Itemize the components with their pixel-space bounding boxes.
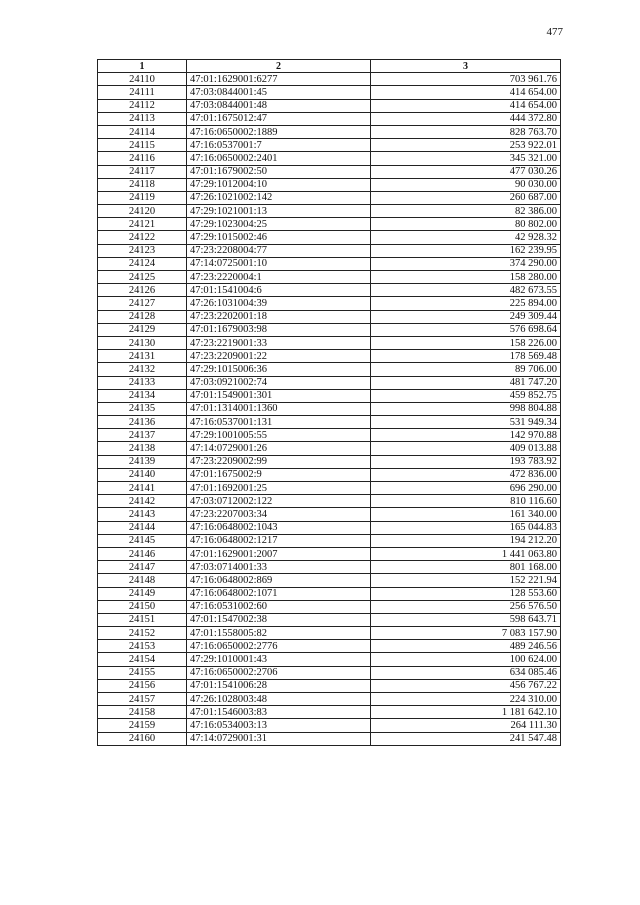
cadastral-number-cell: 47:26:1021002:142 — [187, 191, 371, 204]
cadastral-value-cell: 152 221.94 — [371, 574, 561, 587]
cadastral-number-cell: 47:16:0650002:2706 — [187, 666, 371, 679]
table-row — [98, 191, 561, 204]
row-number-cell: 24158 — [98, 706, 187, 719]
cadastral-number-cell: 47:01:1675012:47 — [187, 112, 371, 125]
table-row — [98, 600, 561, 613]
cadastral-value-cell: 414 654.00 — [371, 99, 561, 112]
cadastral-value-cell: 249 309.44 — [371, 310, 561, 323]
row-number-cell: 24112 — [98, 99, 187, 112]
table-row — [98, 112, 561, 125]
cadastral-value-cell: 194 212.20 — [371, 534, 561, 547]
cadastral-value-cell: 89 706.00 — [371, 363, 561, 376]
table-row — [98, 310, 561, 323]
cadastral-number-cell: 47:03:0844001:48 — [187, 99, 371, 112]
cadastral-number-cell: 47:29:1015002:46 — [187, 231, 371, 244]
cadastral-value-cell: 810 116.60 — [371, 495, 561, 508]
cadastral-number-cell: 47:16:0537001:7 — [187, 139, 371, 152]
table-row — [98, 271, 561, 284]
row-number-cell: 24156 — [98, 679, 187, 692]
table-row — [98, 165, 561, 178]
row-number-cell: 24140 — [98, 468, 187, 481]
table-row — [98, 231, 561, 244]
table-row — [98, 574, 561, 587]
cadastral-value-cell: 414 654.00 — [371, 86, 561, 99]
row-number-cell: 24159 — [98, 719, 187, 732]
cadastral-number-cell: 47:23:2209001:22 — [187, 350, 371, 363]
table-row — [98, 376, 561, 389]
row-number-cell: 24116 — [98, 152, 187, 165]
row-number-cell: 24138 — [98, 442, 187, 455]
cadastral-number-cell: 47:29:1023004:25 — [187, 218, 371, 231]
cadastral-value-cell: 374 290.00 — [371, 257, 561, 270]
row-number-cell: 24118 — [98, 178, 187, 191]
cadastral-number-cell: 47:01:1675002:9 — [187, 468, 371, 481]
table-row — [98, 244, 561, 257]
row-number-cell: 24152 — [98, 627, 187, 640]
table-row — [98, 547, 561, 560]
cadastral-number-cell: 47:23:2209002:99 — [187, 455, 371, 468]
table-row — [98, 666, 561, 679]
row-number-cell: 24122 — [98, 231, 187, 244]
row-number-cell: 24130 — [98, 336, 187, 349]
table-row — [98, 679, 561, 692]
table-row — [98, 429, 561, 442]
table-row — [98, 468, 561, 481]
table-body — [98, 73, 561, 746]
row-number-cell: 24123 — [98, 244, 187, 257]
cadastral-number-cell: 47:29:1012004:10 — [187, 178, 371, 191]
table-row — [98, 336, 561, 349]
row-number-cell: 24111 — [98, 86, 187, 99]
row-number-cell: 24136 — [98, 416, 187, 429]
cadastral-number-cell: 47:23:2208004:77 — [187, 244, 371, 257]
row-number-cell: 24147 — [98, 561, 187, 574]
cadastral-value-cell: 90 030.00 — [371, 178, 561, 191]
cadastral-number-cell: 47:14:0725001:10 — [187, 257, 371, 270]
table-row — [98, 363, 561, 376]
row-number-cell: 24153 — [98, 640, 187, 653]
row-number-cell: 24150 — [98, 600, 187, 613]
cadastral-value-cell: 531 949.34 — [371, 416, 561, 429]
cadastral-value-cell: 703 961.76 — [371, 73, 561, 86]
table-row — [98, 139, 561, 152]
cadastral-value-cell: 82 386.00 — [371, 205, 561, 218]
cadastral-value-cell: 459 852.75 — [371, 389, 561, 402]
cadastral-number-cell: 47:01:1549001:301 — [187, 389, 371, 402]
cadastral-value-cell: 472 836.00 — [371, 468, 561, 481]
cadastral-number-cell: 47:14:0729001:31 — [187, 732, 371, 745]
table-row — [98, 389, 561, 402]
cadastral-number-cell: 47:03:0712002:122 — [187, 495, 371, 508]
cadastral-number-cell: 47:16:0648002:1217 — [187, 534, 371, 547]
table-row — [98, 653, 561, 666]
cadastral-value-table — [97, 59, 561, 746]
cadastral-number-cell: 47:01:1558005:82 — [187, 627, 371, 640]
cadastral-number-cell: 47:23:2202001:18 — [187, 310, 371, 323]
cadastral-number-cell: 47:16:0648002:1071 — [187, 587, 371, 600]
page-number: 477 — [546, 26, 563, 38]
cadastral-number-cell: 47:26:1031004:39 — [187, 297, 371, 310]
row-number-cell: 24132 — [98, 363, 187, 376]
table-row — [98, 416, 561, 429]
cadastral-number-cell: 47:23:2219001:33 — [187, 336, 371, 349]
cadastral-value-cell: 998 804.88 — [371, 402, 561, 415]
cadastral-number-cell: 47:29:1015006:36 — [187, 363, 371, 376]
row-number-cell: 24121 — [98, 218, 187, 231]
table-row — [98, 99, 561, 112]
row-number-cell: 24135 — [98, 402, 187, 415]
table-row — [98, 218, 561, 231]
table-row — [98, 693, 561, 706]
row-number-cell: 24129 — [98, 323, 187, 336]
row-number-cell: 24144 — [98, 521, 187, 534]
cadastral-number-cell: 47:29:1010001:43 — [187, 653, 371, 666]
cadastral-value-cell: 158 280.00 — [371, 271, 561, 284]
row-number-cell: 24119 — [98, 191, 187, 204]
table-row — [98, 125, 561, 138]
cadastral-number-cell: 47:01:1629001:2007 — [187, 547, 371, 560]
column-header-2: 2 — [187, 60, 371, 73]
table-row — [98, 205, 561, 218]
table-header-row — [98, 60, 561, 73]
cadastral-value-cell: 598 643.71 — [371, 613, 561, 626]
cadastral-value-cell: 256 576.50 — [371, 600, 561, 613]
cadastral-number-cell: 47:16:0650002:2401 — [187, 152, 371, 165]
cadastral-value-cell: 178 569.48 — [371, 350, 561, 363]
cadastral-number-cell: 47:03:0921002:74 — [187, 376, 371, 389]
table-row — [98, 719, 561, 732]
cadastral-number-cell: 47:16:0650002:1889 — [187, 125, 371, 138]
column-header-1: 1 — [98, 60, 187, 73]
row-number-cell: 24139 — [98, 455, 187, 468]
cadastral-value-cell: 1 441 063.80 — [371, 547, 561, 560]
cadastral-value-cell: 225 894.00 — [371, 297, 561, 310]
table-row — [98, 495, 561, 508]
cadastral-value-cell: 100 624.00 — [371, 653, 561, 666]
table-row — [98, 627, 561, 640]
table-row — [98, 297, 561, 310]
cadastral-number-cell: 47:16:0537001:131 — [187, 416, 371, 429]
table-row — [98, 402, 561, 415]
cadastral-number-cell: 47:16:0531002:60 — [187, 600, 371, 613]
table-row — [98, 640, 561, 653]
table-row — [98, 178, 561, 191]
cadastral-value-cell: 345 321.00 — [371, 152, 561, 165]
cadastral-number-cell: 47:16:0650002:2776 — [187, 640, 371, 653]
row-number-cell: 24149 — [98, 587, 187, 600]
cadastral-number-cell: 47:01:1546003:83 — [187, 706, 371, 719]
cadastral-value-cell: 7 083 157.90 — [371, 627, 561, 640]
row-number-cell: 24146 — [98, 547, 187, 560]
table-row — [98, 534, 561, 547]
cadastral-value-cell: 409 013.88 — [371, 442, 561, 455]
row-number-cell: 24142 — [98, 495, 187, 508]
row-number-cell: 24151 — [98, 613, 187, 626]
cadastral-number-cell: 47:29:1021001:13 — [187, 205, 371, 218]
row-number-cell: 24148 — [98, 574, 187, 587]
row-number-cell: 24160 — [98, 732, 187, 745]
row-number-cell: 24143 — [98, 508, 187, 521]
row-number-cell: 24113 — [98, 112, 187, 125]
row-number-cell: 24110 — [98, 73, 187, 86]
cadastral-value-cell: 444 372.80 — [371, 112, 561, 125]
cadastral-value-cell: 489 246.56 — [371, 640, 561, 653]
table-row — [98, 508, 561, 521]
table-row — [98, 706, 561, 719]
cadastral-value-cell: 253 922.01 — [371, 139, 561, 152]
table-row — [98, 73, 561, 86]
cadastral-value-cell: 634 085.46 — [371, 666, 561, 679]
cadastral-number-cell: 47:26:1028003:48 — [187, 693, 371, 706]
table-row — [98, 86, 561, 99]
table-row — [98, 442, 561, 455]
row-number-cell: 24127 — [98, 297, 187, 310]
row-number-cell: 24125 — [98, 271, 187, 284]
row-number-cell: 24133 — [98, 376, 187, 389]
row-number-cell: 24134 — [98, 389, 187, 402]
cadastral-number-cell: 47:03:0714001:33 — [187, 561, 371, 574]
row-number-cell: 24155 — [98, 666, 187, 679]
row-number-cell: 24154 — [98, 653, 187, 666]
row-number-cell: 24126 — [98, 284, 187, 297]
cadastral-value-cell: 801 168.00 — [371, 561, 561, 574]
cadastral-value-cell: 482 673.55 — [371, 284, 561, 297]
cadastral-number-cell: 47:23:2207003:34 — [187, 508, 371, 521]
cadastral-number-cell: 47:01:1679002:50 — [187, 165, 371, 178]
column-header-3: 3 — [371, 60, 561, 73]
cadastral-number-cell: 47:01:1314001:1360 — [187, 402, 371, 415]
cadastral-value-cell: 165 044.83 — [371, 521, 561, 534]
table-row — [98, 455, 561, 468]
cadastral-number-cell: 47:01:1541004:6 — [187, 284, 371, 297]
cadastral-number-cell: 47:29:1001005:55 — [187, 429, 371, 442]
table-row — [98, 613, 561, 626]
cadastral-value-cell: 158 226.00 — [371, 336, 561, 349]
cadastral-number-cell: 47:03:0844001:45 — [187, 86, 371, 99]
cadastral-number-cell: 47:01:1629001:6277 — [187, 73, 371, 86]
row-number-cell: 24124 — [98, 257, 187, 270]
cadastral-value-cell: 161 340.00 — [371, 508, 561, 521]
cadastral-number-cell: 47:01:1541006:28 — [187, 679, 371, 692]
cadastral-value-cell: 224 310.00 — [371, 693, 561, 706]
table-row — [98, 587, 561, 600]
cadastral-number-cell: 47:14:0729001:26 — [187, 442, 371, 455]
cadastral-value-cell: 1 181 642.10 — [371, 706, 561, 719]
row-number-cell: 24114 — [98, 125, 187, 138]
cadastral-value-cell: 128 553.60 — [371, 587, 561, 600]
row-number-cell: 24145 — [98, 534, 187, 547]
row-number-cell: 24141 — [98, 482, 187, 495]
cadastral-value-cell: 456 767.22 — [371, 679, 561, 692]
table-row — [98, 257, 561, 270]
cadastral-number-cell: 47:01:1692001:25 — [187, 482, 371, 495]
cadastral-value-cell: 241 547.48 — [371, 732, 561, 745]
cadastral-value-cell: 477 030.26 — [371, 165, 561, 178]
cadastral-value-cell: 193 783.92 — [371, 455, 561, 468]
table-row — [98, 482, 561, 495]
row-number-cell: 24117 — [98, 165, 187, 178]
row-number-cell: 24128 — [98, 310, 187, 323]
table-row — [98, 323, 561, 336]
cadastral-value-cell: 142 970.88 — [371, 429, 561, 442]
cadastral-number-cell: 47:16:0648002:869 — [187, 574, 371, 587]
cadastral-number-cell: 47:01:1547002:38 — [187, 613, 371, 626]
cadastral-value-cell: 162 239.95 — [371, 244, 561, 257]
cadastral-value-cell: 828 763.70 — [371, 125, 561, 138]
table-row — [98, 732, 561, 745]
cadastral-value-cell: 80 802.00 — [371, 218, 561, 231]
cadastral-value-cell: 42 928.32 — [371, 231, 561, 244]
table-row — [98, 561, 561, 574]
cadastral-value-cell: 481 747.20 — [371, 376, 561, 389]
row-number-cell: 24115 — [98, 139, 187, 152]
table-row — [98, 284, 561, 297]
cadastral-number-cell: 47:23:2220004:1 — [187, 271, 371, 284]
row-number-cell: 24120 — [98, 205, 187, 218]
row-number-cell: 24157 — [98, 693, 187, 706]
cadastral-value-cell: 696 290.00 — [371, 482, 561, 495]
row-number-cell: 24131 — [98, 350, 187, 363]
cadastral-value-cell: 576 698.64 — [371, 323, 561, 336]
table-row — [98, 350, 561, 363]
cadastral-value-cell: 260 687.00 — [371, 191, 561, 204]
table-row — [98, 521, 561, 534]
table-row — [98, 152, 561, 165]
cadastral-number-cell: 47:01:1679003:98 — [187, 323, 371, 336]
cadastral-value-cell: 264 111.30 — [371, 719, 561, 732]
cadastral-number-cell: 47:16:0648002:1043 — [187, 521, 371, 534]
cadastral-number-cell: 47:16:0534003:13 — [187, 719, 371, 732]
row-number-cell: 24137 — [98, 429, 187, 442]
